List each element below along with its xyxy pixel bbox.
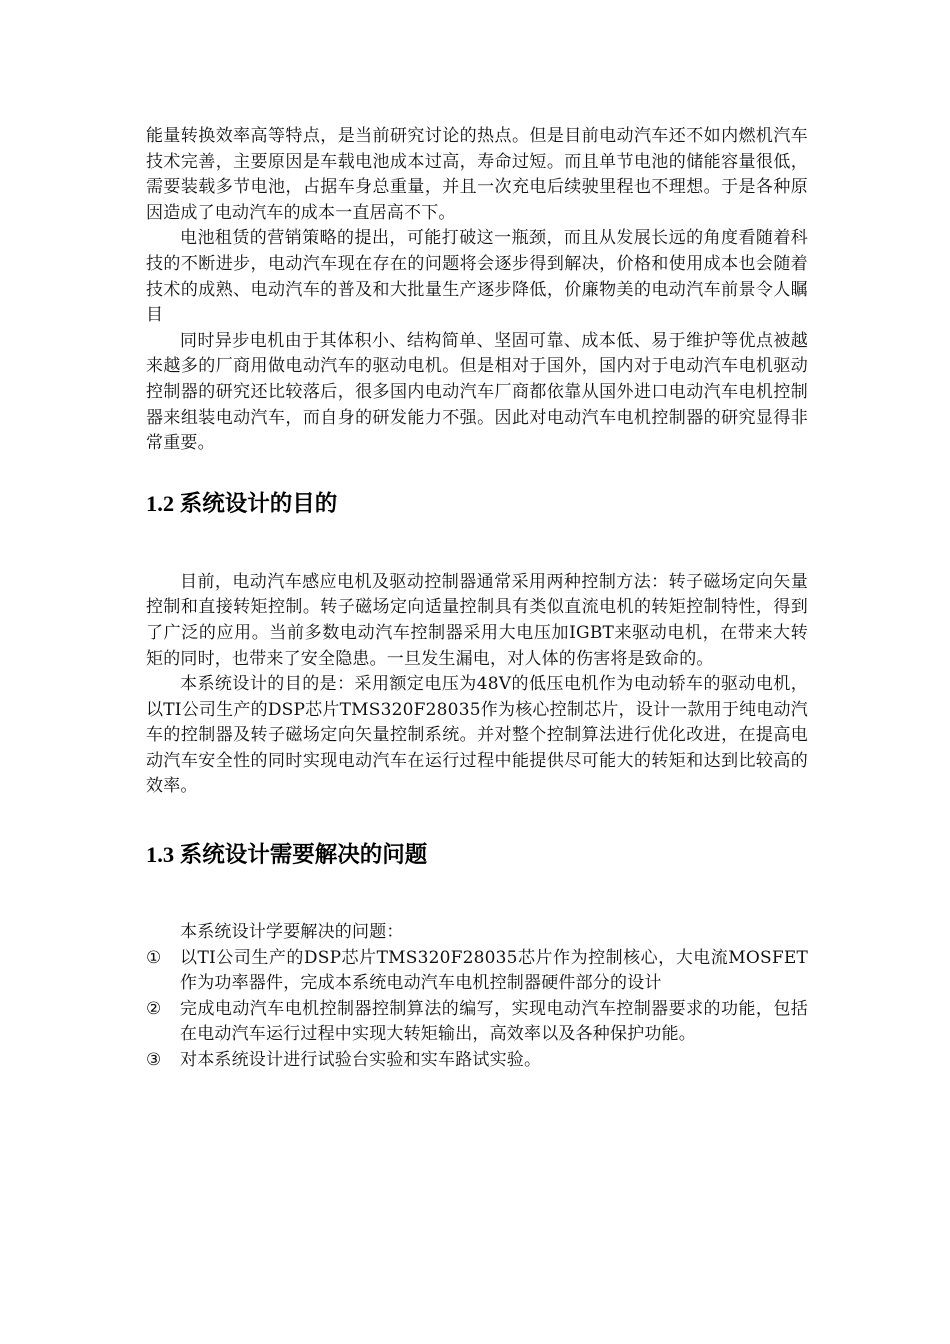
list-lead-paragraph: 本系统设计学要解决的问题： [180, 922, 404, 943]
list-marker: ③ [146, 1050, 162, 1071]
list-item [146, 946, 808, 997]
list-item-text: 对本系统设计进行试验台实验和实车路试实验。 [180, 1050, 542, 1071]
list-item [146, 1048, 808, 1074]
body-paragraph: 目前，电动汽车感应电机及驱动控制器通常采用两种控制方法：转子磁场定向矢量控制和直接转矩控制。转子磁场定向适量控制具有类似直流电机的转矩控制特性，得到了广泛的应用。当前多数电动汽车控制器采用大电压加IGBT来驱动电机，在带来大转矩的同时，也带来了安全隐患。一旦发生漏电，对人体的伤害将是致命的。 [146, 571, 808, 669]
list-item [146, 997, 808, 1048]
section-body [146, 570, 808, 800]
list-marker: ① [146, 947, 162, 968]
intro-section [146, 124, 808, 457]
section-heading: 1.2 系统设计的目的 [146, 490, 338, 516]
section-heading: 1.3 系统设计需要解决的问题 [146, 842, 428, 868]
list-item-text: 以TI公司生产的DSP芯片TMS320F28035芯片作为控制核心，大电流MOSFET作为功率器件，完成本系统电动汽车电机控制器硬件部分的设计 [180, 947, 808, 994]
document-page [146, 124, 808, 1074]
body-paragraph: 本系统设计的目的是：采用额定电压为48V的低压电机作为电动轿车的驱动电机，以TI公司生产的DSP芯片TMS320F28035作为核心控制芯片，设计一款用于纯电动汽车的控制器及转子磁场定向矢量控制系统。并对整个控制算法进行优化改进，在提高电动汽车安全性的同时实现电动汽车在运行过程中能提供尽可能大的转矩和达到比较高的效率。 [146, 674, 808, 797]
list-marker: ② [146, 998, 162, 1019]
body-paragraph: 能量转换效率高等特点，是当前研究讨论的热点。但是目前电动汽车还不如内燃机汽车技术完善，主要原因是车载电池成本过高，寿命过短。而且单节电池的储能容量很低，需要装载多节电池，占据车身总重量，并且一次充电后续驶里程也不理想。于是各种原因造成了电动汽车的成本一直居高不下。 [146, 126, 808, 223]
body-paragraph: 电池租赁的营销策略的提出，可能打破这一瓶颈，而且从发展长远的角度看随着科技的不断进步，电动汽车现在存在的问题将会逐步得到解决，价格和使用成本也会随着技术的成熟、电动汽车的普及和大批量生产逐步降低，价廉物美的电动汽车前景令人瞩目 [146, 228, 808, 326]
body-paragraph: 同时异步电机由于其体积小、结构简单、坚固可靠、成本低、易于维护等优点被越来越多的厂商用做电动汽车的驱动电机。但是相对于国外，国内对于电动汽车电机驱动控制器的研究还比较落后，很多国内电动汽车厂商都依靠从国外进口电动汽车电机控制器来组装电动汽车，而自身的研发能力不强。因此对电动汽车电机控制器的研究显得非常重要。 [146, 330, 808, 454]
numbered-list [146, 946, 808, 1074]
list-item-text: 完成电动汽车电机控制器控制算法的编写，实现电动汽车控制器要求的功能，包括在电动汽车运行过程中实现大转矩输出，高效率以及各种保护功能。 [180, 998, 808, 1045]
section-body [146, 920, 808, 1074]
